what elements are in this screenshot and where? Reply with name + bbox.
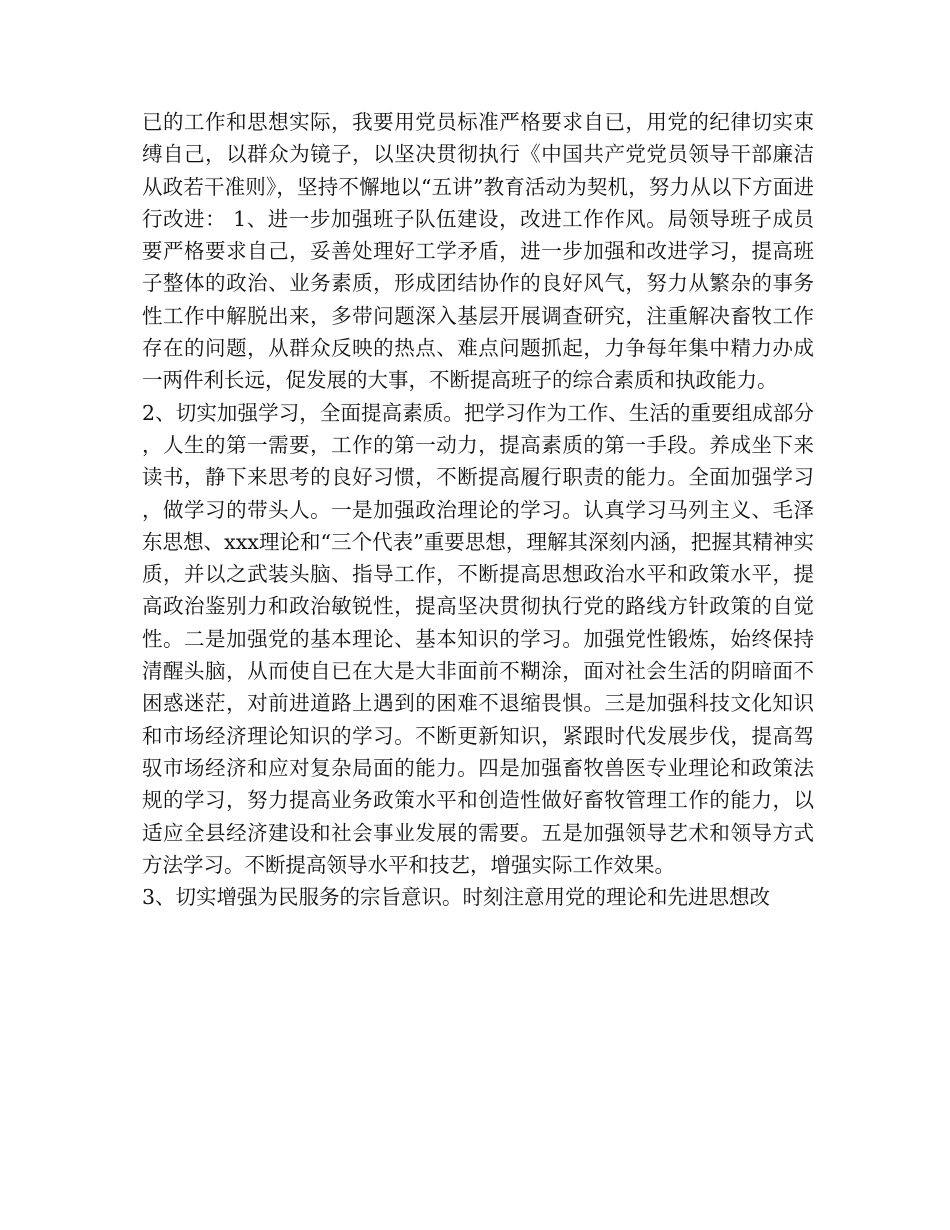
paragraph-1: 已的工作和思想实际，我要用党员标准严格要求自已，用党的纪律切实束缚自己，以群众为镜子，以坚决贯彻执行《中国共产党党员领导干部廉洁从政若干准则》，坚持不懈地以“五讲”教育活动为契机，努力从以下方面进行改进： 1、进一步加强班子队伍建设，改进工作作风。局领导班子成员要严格要求自己，妥善处理好工学矛盾，进一步加强和改进学习，提高班子整体的政治、业务素质，形成团结协作的良好风气，努力从繁杂的事务性工作中解脱出来，多带问题深入基层开展调查研究，注重解决畜牧工作存在的问题，从群众反映的热点、难点问题抓起，力争每年集中精力办成一两件利长远，促发展的大事，不断提高班子的综合素质和执政能力。: [142, 110, 814, 393]
paragraph-3: 3、切实增强为民服务的宗旨意识。时刻注意用党的理论和先进思想改: [142, 885, 771, 910]
paragraph-2: 2、切实加强学习，全面提高素质。把学习作为工作、生活的重要组成部分，人生的第一需要，工作的第一动力，提高素质的第一手段。养成坐下来读书，静下来思考的良好习惯，不断提高履行职责的能力。全面加强学习，做学习的带头人。一是加强政治理论的学习。认真学习马列主义、毛泽东思想、xxx理论和“三个代表”重要思想，理解其深刻内涵，把握其精神实质，并以之武装头脑、指导工作，不断提高思想政治水平和政策水平，提高政治鉴别力和政治敏锐性，提高坚决贯彻执行党的路线方针政策的自觉性。二是加强党的基本理论、基本知识的学习。加强党性锻炼，始终保持清醒头脑，从而使自已在大是大非面前不糊涂，面对社会生活的阴暗面不困惑迷茫，对前进道路上遇到的困难不退缩畏惧。三是加强科技文化知识和市场经济理论知识的学习。不断更新知识，紧跟时代发展步伐，提高驾驭市场经济和应对复杂局面的能力。四是加强畜牧兽医专业理论和政策法规的学习，努力提高业务政策水平和创造性做好畜牧管理工作的能力，以适应全县经济建设和社会事业发展的需要。五是加强领导艺术和领导方式方法学习。不断提高领导水平和技艺，增强实际工作效果。: [142, 400, 814, 877]
document-body: [142, 106, 814, 913]
